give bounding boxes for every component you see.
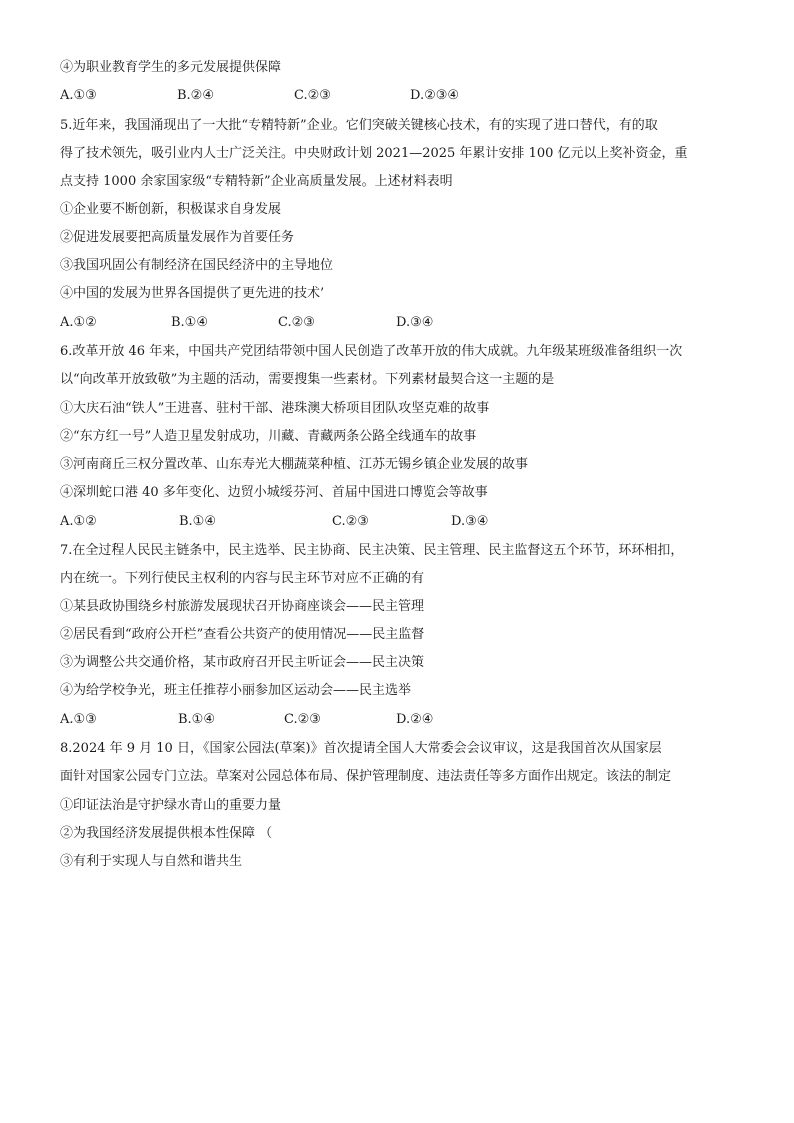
q6-option-d: D.③④ [451,514,489,529]
q5-item-1: ①企业要不断创新，积极谋求自身发展 [60,202,282,217]
q7-item-3: ③为调整公共交通价格，某市政府召开民主听证会——民主决策 [60,655,425,670]
q7-option-d: D.②④ [396,712,434,727]
q7-item-2: ②居民看到“政府公开栏”查看公共资产的使用情况——民主监督 [60,627,425,642]
q7-option-c: C.②③ [284,712,321,727]
q6-stem-line-1: 6.改革开放 46 年来，中国共产党团结带领中国人民创造了改革开放的伟大成就。九年级某班级准备组织一次 [60,344,683,359]
q7-item-1: ①某县政协围绕乡村旅游发展现状召开协商座谈会——民主管理 [60,599,425,614]
q8-stem-line-2: 面针对国家公园专门立法。草案对公园总体布局、保护管理制度、违法责任等多方面作出规定。该法的制定 [60,769,672,784]
q4-option-c: C.②③ [294,88,331,103]
q6-item-1: ①大庆石油“铁人”王进喜、驻村干部、港珠澳大桥项目团队攻坚克难的故事 [60,401,490,416]
q6-option-a: A.①② [60,514,97,529]
q5-option-c: C.②③ [278,315,315,330]
q7-options [60,711,760,729]
q5-option-d: D.③④ [396,315,434,330]
q4-option-a: A.①③ [60,88,97,103]
q5-stem-line-3: 点支持 1000 余家国家级“专精特新”企业高质量发展。上述材料表明 [60,174,453,189]
q7-stem-line-1: 7.在全过程人民民主链条中，民主选举、民主协商、民主决策、民主管理、民主监督这五个环节，环环相扣， [60,543,684,558]
q6-options [60,513,760,531]
q5-stem-line-2: 得了技术领先，吸引业内人士广泛关注。中央财政计划 2021—2025 年累计安排 100 亿元以上奖补资金，重 [60,146,688,161]
q4-option-b: B.②④ [177,88,214,103]
q7-item-4: ④为给学校争光，班主任推荐小丽参加区运动会——民主选举 [60,683,412,698]
q6-option-b: B.①④ [179,514,216,529]
q4-option-d: D.②③④ [410,88,460,103]
q5-item-2: ②促进发展要把高质量发展作为首要任务 [60,230,295,245]
q5-options [60,314,760,332]
q5-option-b: B.①④ [171,315,208,330]
q8-item-1: ①印证法治是守护绿水青山的重要力量 [60,798,282,813]
q6-item-2: ②“东方红一号”人造卫星发射成功，川藏、青藏两条公路全线通车的故事 [60,429,477,444]
q8-item-2: ②为我国经济发展提供根本性保障 （ [60,826,273,841]
q6-option-c: C.②③ [332,514,369,529]
q6-item-4: ④深圳蛇口港 40 多年变化、边贸小城绥芬河、首届中国进口博览会等故事 [60,485,488,500]
q4-options [60,87,760,105]
q5-option-a: A.①② [60,315,97,330]
q8-stem-line-1: 8.2024 年 9 月 10 日，《国家公园法(草案)》首次提请全国人大常委会会议审议，这是我国首次从国家层 [60,741,662,756]
q8-item-3: ③有利于实现人与自然和谐共生 [60,854,243,869]
q7-stem-line-2: 内在统一。下列行使民主权利的内容与民主环节对应不正确的有 [60,571,425,586]
q4-item-4: ④为职业教育学生的多元发展提供保障 [60,60,282,75]
q5-item-4: ④中国的发展为世界各国提供了更先进的技术’ [60,286,325,301]
q5-item-3: ③我国巩固公有制经济在国民经济中的主导地位 [60,258,334,273]
q5-stem-line-1: 5.近年来，我国涌现出了一大批“专精特新”企业。它们突破关键核心技术，有的实现了进口替代，有的取 [60,118,658,133]
q7-option-b: B.①④ [178,712,215,727]
q6-stem-line-2: 以“向改革开放致敬”为主题的活动，需要搜集一些素材。下列素材最契合这一主题的是 [60,372,555,387]
q6-item-3: ③河南商丘三权分置改革、山东寿光大棚蔬菜种植、江苏无锡乡镇企业发展的故事 [60,457,529,472]
q7-option-a: A.①③ [60,712,97,727]
